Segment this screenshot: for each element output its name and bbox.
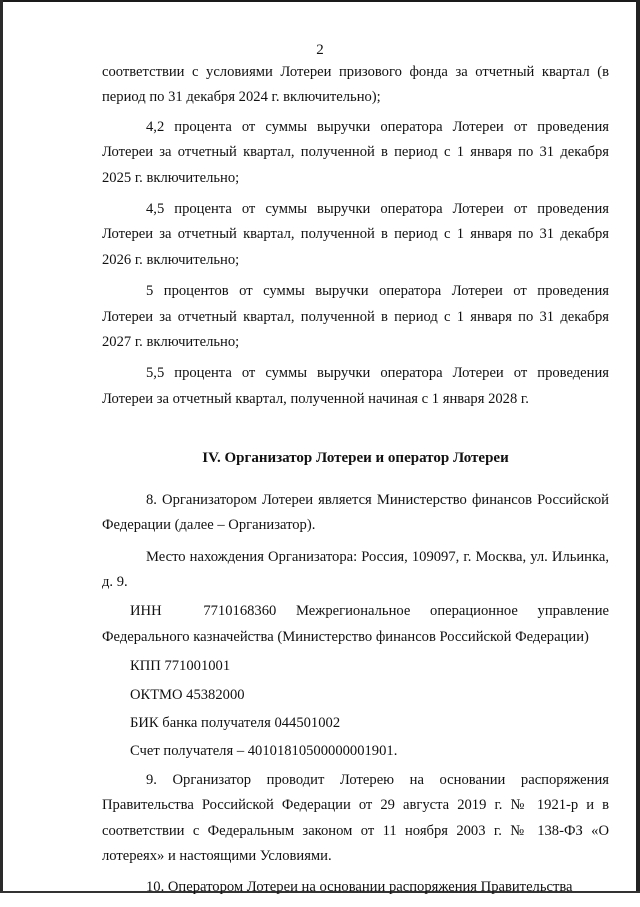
document-body bbox=[102, 60, 609, 907]
scan-edge-right bbox=[636, 0, 640, 893]
organizer-account: Счет получателя – 40101810500000001901. bbox=[130, 743, 398, 760]
inn-text-tail: Федерального казначейства (Министерство финансов Российской Федерации) bbox=[102, 628, 589, 645]
organizer-location: Место нахождения Организатора: Россия, 109097, г. Москва, ул. Ильинка, д. 9. bbox=[102, 548, 609, 590]
paragraph-rate-2026: 4,5 процента от суммы выручки оператора Лотереи от проведения Лотереи за отчетный квартал, полученной в период с 1 января по 31 декабря 2026 г. включительно; bbox=[102, 201, 609, 268]
paragraph-rate-2027: 5 процентов от суммы выручки оператора Лотереи от проведения Лотереи за отчетный квартал, полученной в период с 1 января по 31 декабря 2027 г. включительно; bbox=[102, 283, 609, 351]
paragraph-organizer: 8. Организатором Лотереи является Министерство финансов Российской Федерации (далее – Организатор). bbox=[102, 491, 609, 534]
paragraph-10: 10. Оператором Лотереи на основании распоряжения Правительства bbox=[146, 879, 573, 896]
organizer-oktmo: ОКТМО 45382000 bbox=[130, 686, 245, 703]
organizer-bik: БИК банка получателя 044501002 bbox=[130, 714, 341, 731]
paragraph-9: 9. Организатор проводит Лотерею на основании распоряжения Правительства Российской Федерации от 29 августа 2019 г. № 1921-р и в соответствии с Федеральным законом от 11 ноября 2003 г. № 138-ФЗ «О лотереях» и настоящими Условиями. bbox=[102, 771, 609, 864]
inn-text-head: Межрегиональное операционное управление bbox=[296, 603, 609, 620]
organizer-kpp: КПП 771001001 bbox=[130, 658, 231, 675]
inn-value: 7710168360 bbox=[203, 603, 277, 620]
paragraph-rate-2025: 4,2 процента от суммы выручки оператора Лотереи от проведения Лотереи за отчетный квартал, полученной в период с 1 января по 31 декабря 2025 г. включительно; bbox=[102, 118, 609, 186]
section-heading: IV. Организатор Лотереи и оператор Лотереи bbox=[202, 450, 509, 467]
paragraph-rate-2028: 5,5 процента от суммы выручки оператора Лотереи от проведения Лотереи за отчетный квартал, полученной начиная с 1 января 2028 г. bbox=[102, 365, 609, 407]
scan-edge-top bbox=[0, 0, 640, 2]
paragraph-continuation: соответствии с условиями Лотереи призового фонда за отчетный квартал (в период по 31 декабря 2024 г. включительно); bbox=[102, 64, 609, 106]
organizer-inn bbox=[102, 599, 609, 650]
scan-edge-left bbox=[0, 0, 3, 893]
page-number: 2 bbox=[316, 42, 324, 58]
inn-label: ИНН bbox=[130, 603, 162, 620]
